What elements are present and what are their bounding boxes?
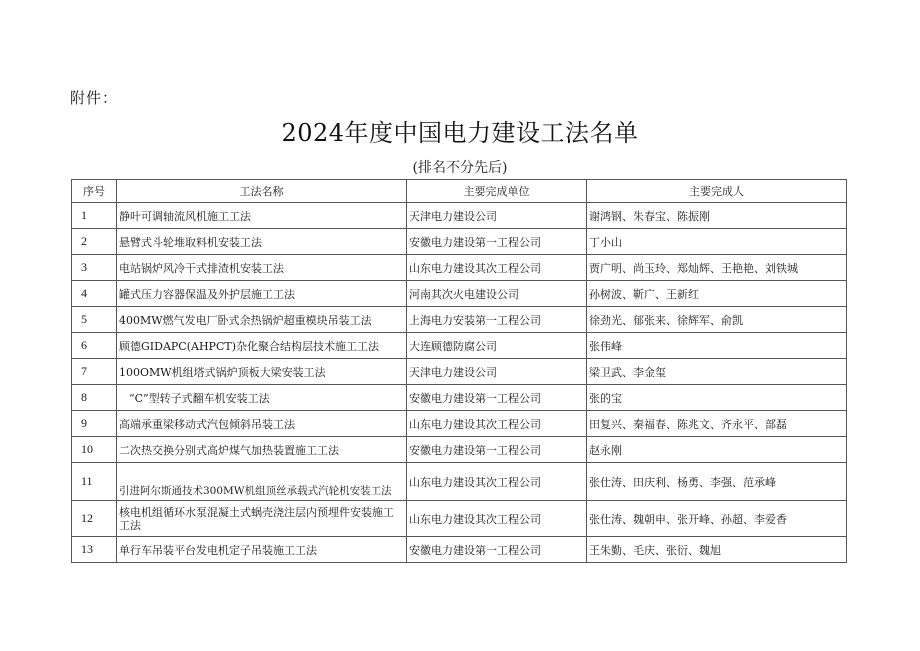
table-row: [72, 385, 847, 411]
page-title: 2024年度中国电力建设工法名单: [281, 119, 639, 147]
method-name: 核电机组循环水泵混凝土式蜗壳浇注层内预埋件安装施工工法: [117, 501, 407, 537]
row-number: 1: [72, 203, 117, 229]
table-row: [72, 333, 847, 359]
completing-people: 赵永刚: [587, 437, 847, 463]
completing-unit: 安徽电力建设第一工程公司: [407, 385, 587, 411]
method-name: 100OMW机组塔式锅炉顶板大梁安装工法: [117, 359, 407, 385]
completing-unit: 天津电力建设公司: [407, 203, 587, 229]
row-number: 12: [72, 501, 117, 537]
construction-method-table: [71, 179, 847, 563]
table-row: [72, 501, 847, 537]
column-header-method-name: 工法名称: [117, 180, 407, 203]
completing-people: 徐劲光、郁张来、徐辉军、俞凯: [587, 307, 847, 333]
completing-people: 贾广明、尚玉玲、郑灿辉、王艳艳、刘铁城: [587, 255, 847, 281]
method-name: 单行车吊装平台发电机定子吊装施工工法: [117, 537, 407, 563]
table-row: [72, 307, 847, 333]
row-number: 2: [72, 229, 117, 255]
row-number: 6: [72, 333, 117, 359]
completing-people: 田复兴、秦福春、陈兆文、齐永平、部磊: [587, 411, 847, 437]
table-row: [72, 229, 847, 255]
table-header-row: [72, 180, 847, 203]
row-number: 11: [72, 463, 117, 501]
page-subtitle: (排名不分先后): [412, 160, 508, 176]
row-number: 4: [72, 281, 117, 307]
completing-unit: 山东电力建设其次工程公司: [407, 501, 587, 537]
row-number: 13: [72, 537, 117, 563]
completing-people: 张仕涛、田庆利、杨勇、李强、范承峰: [587, 463, 847, 501]
row-number: 10: [72, 437, 117, 463]
table-row: [72, 255, 847, 281]
row-number: 5: [72, 307, 117, 333]
method-name: 二次热交换分别式高炉煤气加热装置施工工法: [117, 437, 407, 463]
completing-unit: 山东电力建设其次工程公司: [407, 255, 587, 281]
method-name: “C”型转子式翻车机安装工法: [117, 385, 407, 411]
method-name: 高端承重梁移动式汽包倾斜吊装工法: [117, 411, 407, 437]
attachment-label: 附件：: [70, 89, 119, 107]
completing-unit: 河南其次火电建设公司: [407, 281, 587, 307]
column-header-unit: 主要完成单位: [407, 180, 587, 203]
completing-people: 梁卫武、李金玺: [587, 359, 847, 385]
method-name: 悬臂式斗轮堆取料机安装工法: [117, 229, 407, 255]
method-name: 引进阿尔斯通技术300MW机组顶丝承载式汽轮机安装工法: [117, 463, 407, 501]
completing-unit: 山东电力建设其次工程公司: [407, 411, 587, 437]
completing-unit: 上海电力安装第一工程公司: [407, 307, 587, 333]
completing-unit: 安徽电力建设第一工程公司: [407, 537, 587, 563]
method-name: 400MW燃气发电厂卧式余热锅炉超重模块吊装工法: [117, 307, 407, 333]
completing-people: 王朱勤、毛庆、张衍、魏旭: [587, 537, 847, 563]
table-row: [72, 537, 847, 563]
column-header-number: 序号: [72, 180, 117, 203]
method-name: 顾德GIDAPC(AHPCT)杂化聚合结构层技术施工工法: [117, 333, 407, 359]
table-row: [72, 463, 847, 501]
row-number: 9: [72, 411, 117, 437]
completing-unit: 大连顾德防腐公司: [407, 333, 587, 359]
row-number: 7: [72, 359, 117, 385]
completing-people: 丁小山: [587, 229, 847, 255]
completing-unit: 山东电力建设其次工程公司: [407, 463, 587, 501]
completing-people: 张伟峰: [587, 333, 847, 359]
table-row: [72, 281, 847, 307]
row-number: 3: [72, 255, 117, 281]
completing-people: 张仕涛、魏朝申、张开峰、孙超、李爱香: [587, 501, 847, 537]
method-name: 罐式压力容器保温及外护层施工工法: [117, 281, 407, 307]
completing-people: 孙树波、靳广、王新红: [587, 281, 847, 307]
completing-unit: 安徽电力建设第一工程公司: [407, 437, 587, 463]
method-name: 电站锅炉风冷干式排渣机安装工法: [117, 255, 407, 281]
table-row: [72, 411, 847, 437]
table-row: [72, 203, 847, 229]
completing-people: 谢鸿钢、朱春宝、陈振刚: [587, 203, 847, 229]
method-name: 静叶可调轴流风机施工工法: [117, 203, 407, 229]
row-number: 8: [72, 385, 117, 411]
completing-people: 张的宝: [587, 385, 847, 411]
completing-unit: 安徽电力建设第一工程公司: [407, 229, 587, 255]
completing-unit: 天津电力建设公司: [407, 359, 587, 385]
column-header-people: 主要完成人: [587, 180, 847, 203]
table-row: [72, 359, 847, 385]
table-row: [72, 437, 847, 463]
